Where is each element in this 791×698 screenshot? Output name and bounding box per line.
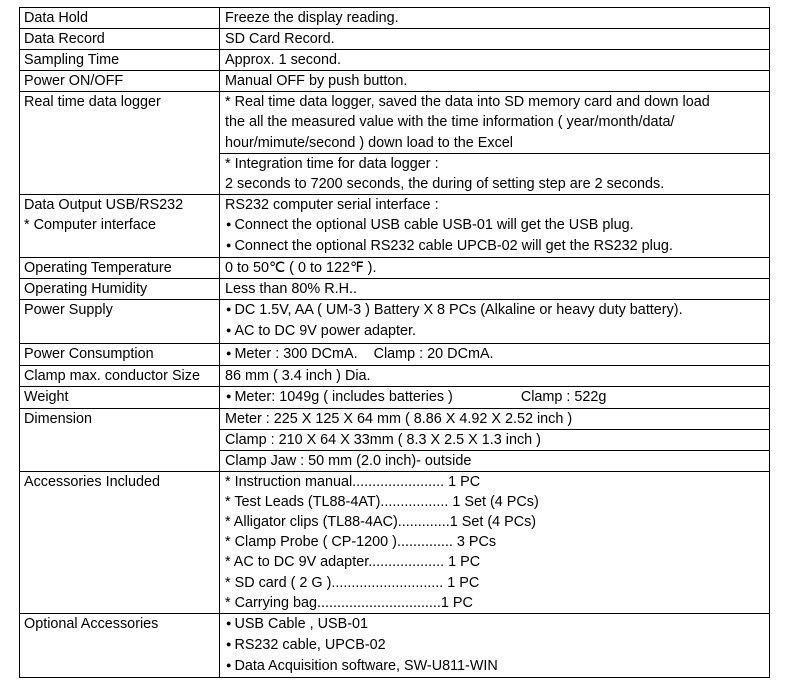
spec-value [220, 386, 770, 408]
spec-label: Sampling Time [20, 50, 220, 71]
bullet-icon: ● [226, 304, 232, 315]
value-text: DC 1.5V, AA ( UM-3 ) Battery X 8 PCs (Alkaline or heavy duty battery). [234, 302, 683, 319]
spec-value: Approx. 1 second. [220, 50, 770, 71]
spec-label [20, 194, 220, 257]
spec-value: Clamp : 210 X 64 X 33mm ( 8.3 X 2.5 X 1.3 inch ) [220, 429, 770, 450]
spec-value: Clamp Jaw : 50 mm (2.0 inch)- outside [220, 450, 770, 471]
table-row [20, 408, 770, 429]
spec-label: Data Record [20, 29, 220, 50]
value-text: Connect the optional RS232 cable UPCB-02 will get the RS232 plug. [234, 238, 673, 255]
table-row [20, 472, 770, 614]
table-row [20, 279, 770, 300]
value-text: AC to DC 9V power adapter. [234, 323, 417, 340]
bullet-line [225, 656, 765, 677]
table-row [20, 300, 770, 343]
spec-value [220, 153, 770, 194]
table-row [20, 386, 770, 408]
value-line: * SD card ( 2 G )............................ 1 PC [225, 574, 480, 591]
value-line: * Integration time for data logger : [225, 155, 439, 172]
spec-label: Power Consumption [20, 343, 220, 365]
table-row [20, 8, 770, 29]
spec-label: Weight [20, 386, 220, 408]
bullet-icon: ● [226, 638, 232, 649]
table-row [20, 343, 770, 365]
value-text: RS232 cable, UPCB-02 [234, 636, 386, 653]
spec-value: Meter : 225 X 125 X 64 mm ( 8.86 X 4.92 X 2.52 inch ) [220, 408, 770, 429]
value-line: 2 seconds to 7200 seconds, the during of setting step are 2 seconds. [225, 175, 665, 192]
value-line: * Test Leads (TL88-4AT)................. 1 Set (4 PCs) [225, 494, 539, 511]
spec-label: Power ON/OFF [20, 71, 220, 92]
value-line: * Carrying bag...............................1 PC [225, 594, 473, 611]
value-line: * Alligator clips (TL88-4AC).............1 Set (4 PCs) [225, 514, 537, 531]
bullet-icon: ● [226, 390, 232, 401]
value-line: RS232 computer serial interface : [225, 196, 439, 213]
spec-value: Less than 80% R.H.. [220, 279, 770, 300]
bullet-icon: ● [226, 325, 232, 336]
spec-label: Real time data logger [20, 92, 220, 194]
spec-label: Operating Temperature [20, 258, 220, 279]
spec-value: 0 to 50℃ ( 0 to 122℉ ). [220, 258, 770, 279]
spec-label: Operating Humidity [20, 279, 220, 300]
value-text: Meter: 1049g ( includes batteries ) [234, 388, 453, 405]
table-row [20, 71, 770, 92]
specifications-table [19, 7, 770, 678]
table-row [20, 29, 770, 50]
bullet-icon: ● [226, 659, 232, 670]
spec-value [220, 92, 770, 153]
bullet-icon: ● [226, 218, 232, 229]
value-line: hour/mimute/second ) down load to the Excel [225, 134, 513, 151]
bullet-line [225, 321, 765, 342]
value-text: USB Cable , USB-01 [234, 615, 369, 632]
value-text: Clamp : 522g [520, 388, 607, 405]
bullet-line [225, 236, 765, 257]
label-line: Data Output USB/RS232 [24, 196, 184, 213]
value-line: * Instruction manual....................... 1 PC [225, 474, 481, 491]
spec-value: 86 mm ( 3.4 inch ) Dia. [220, 365, 770, 386]
bullet-icon: ● [226, 617, 232, 628]
spec-label: Data Hold [20, 8, 220, 29]
label-line: * Computer interface [24, 216, 156, 233]
spec-label: Clamp max. conductor Size [20, 365, 220, 386]
bullet-icon: ● [226, 347, 232, 358]
spec-label: Optional Accessories [20, 613, 220, 677]
spec-value [220, 613, 770, 677]
spec-label: Power Supply [20, 300, 220, 343]
value-text: Connect the optional USB cable USB-01 will get the USB plug. [234, 216, 634, 233]
table-row [20, 194, 770, 257]
table-row [20, 50, 770, 71]
spec-label: Dimension [20, 408, 220, 471]
value-text: Data Acquisition software, SW-U811-WIN [234, 657, 498, 674]
bullet-line [225, 215, 765, 236]
spec-value [220, 472, 770, 614]
table-row [20, 258, 770, 279]
value-line: the all the measured value with the time information ( year/month/data/ [225, 114, 675, 131]
spec-label: Accessories Included [20, 472, 220, 614]
spec-value [220, 343, 770, 365]
spec-value [220, 194, 770, 257]
spec-value: Freeze the display reading. [220, 8, 770, 29]
bullet-line [225, 300, 765, 321]
table-row [20, 365, 770, 386]
spec-value [220, 300, 770, 343]
value-line: * AC to DC 9V adapter................... 1 PC [225, 554, 481, 571]
bullet-icon: ● [226, 240, 232, 251]
table-row [20, 613, 770, 677]
spec-value: Manual OFF by push button. [220, 71, 770, 92]
value-line: * Clamp Probe ( CP-1200 ).............. 3 PCs [225, 534, 497, 551]
bullet-line [225, 635, 765, 656]
spec-value: SD Card Record. [220, 29, 770, 50]
table-row [20, 92, 770, 153]
value-text: Meter : 300 DCmA. Clamp : 20 DCmA. [234, 345, 494, 362]
bullet-line [225, 614, 765, 635]
value-line: * Real time data logger, saved the data into SD memory card and down load [225, 94, 710, 111]
